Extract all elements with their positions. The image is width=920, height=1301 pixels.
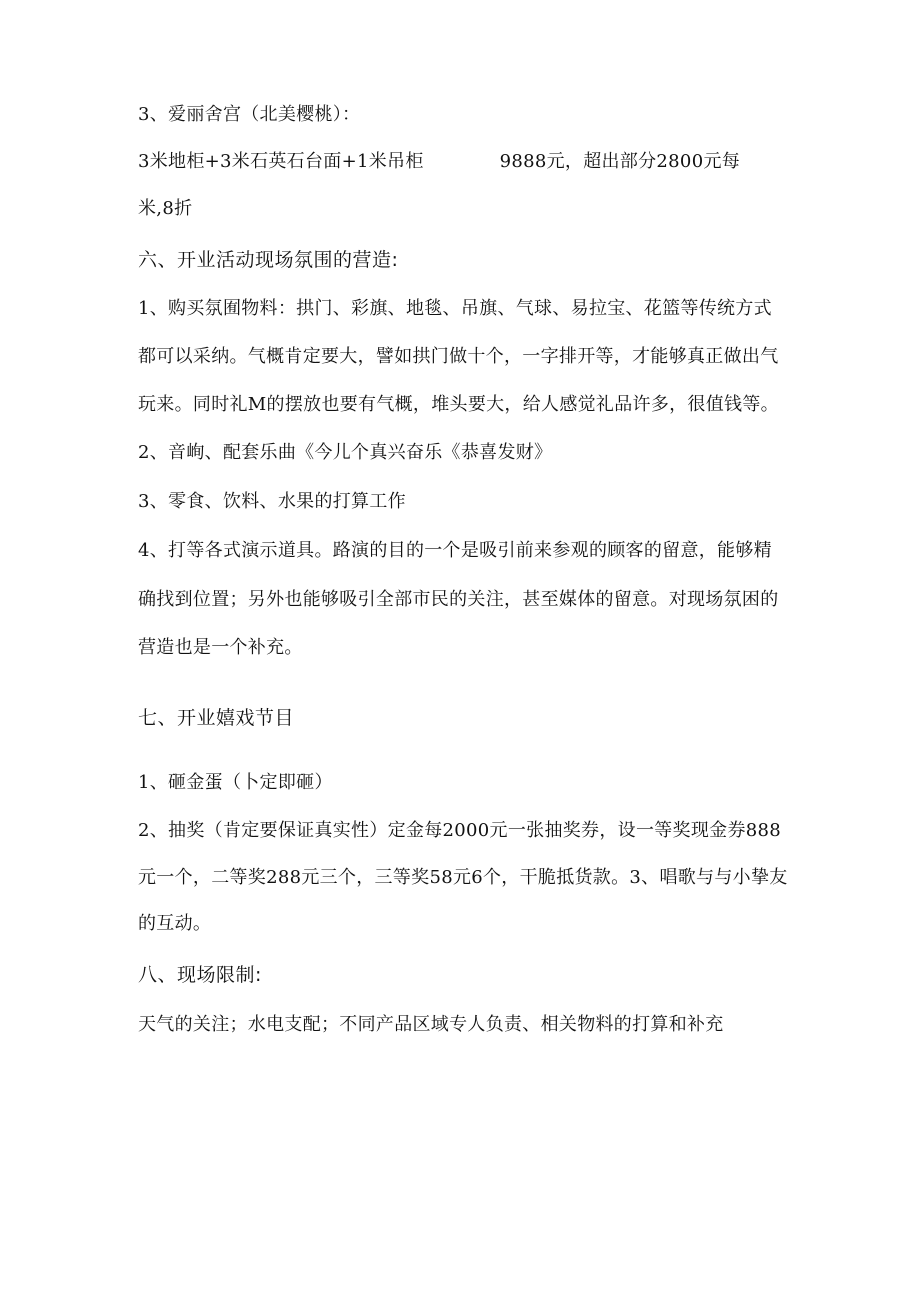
section6-p4-line1: 4、打等各式演示道具。路演的目的一个是吸引前来参观的顾客的留意，能够精 [138,540,772,561]
section6-p2: 2、音峋、配套乐曲《今儿个真兴奋乐《恭喜发财》 [138,442,553,463]
section6-p4-line2: 确找到位置；另外也能够吸引全部市民的关注，甚至媒体的留意。对现场氛困的 [138,589,779,610]
section8-heading: 八、现场限制: [138,964,262,986]
section7-p1: 1、砸金蛋（卜定即砸） [138,772,333,793]
item3-title: 3、爱丽舍宫（北美樱桃）： [138,104,361,125]
section6-p1-line1: 1、购买氛囿物料：拱门、彩旗、地毯、吊旗、气球、易拉宝、花篮等传统方式 [138,298,772,319]
section6-p1-line2: 都可以采纳。气概肯定要大，譬如拱门做十个，一字排开等，才能够真正做出气 [138,346,779,367]
section7-p2-line3: 的互动。 [138,913,212,934]
item3-spec-line [138,150,740,174]
section6-p3: 3、零食、饮料、水果的打算工作 [138,491,406,512]
section6-p1-line3: 玩来。同时礼M的摆放也要有气概，堆头要大，给人感觉礼品许多，很值钱等。 [138,394,779,415]
section8-p1: 天气的关注；水电支配；不同产品区域专人负责、相关物料的打算和补充 [138,1014,724,1035]
section6-heading: 六、开业活动现场氛围的营造: [138,249,399,271]
item3-price: 9888元，超出部分2800元每 [499,151,741,172]
item3-price-continued: 米,8折 [138,198,193,219]
item3-spec: 3米地柜+3米石英石台面+1米吊柜 [138,151,424,172]
section7-p2-line2: 元一个，二等奖288元三个，三等奖58元6个，干脆抵货款。3、唱歌与与小挚友 [138,867,788,888]
section7-p2-line1: 2、抽奖（肯定要保证真实性）定金每2000元一张抽奖券，设一等奖现金券888 [138,820,782,841]
section6-p4-line3: 营造也是一个补充。 [138,637,303,658]
section7-heading: 七、开业嬉戏节目 [138,707,295,729]
